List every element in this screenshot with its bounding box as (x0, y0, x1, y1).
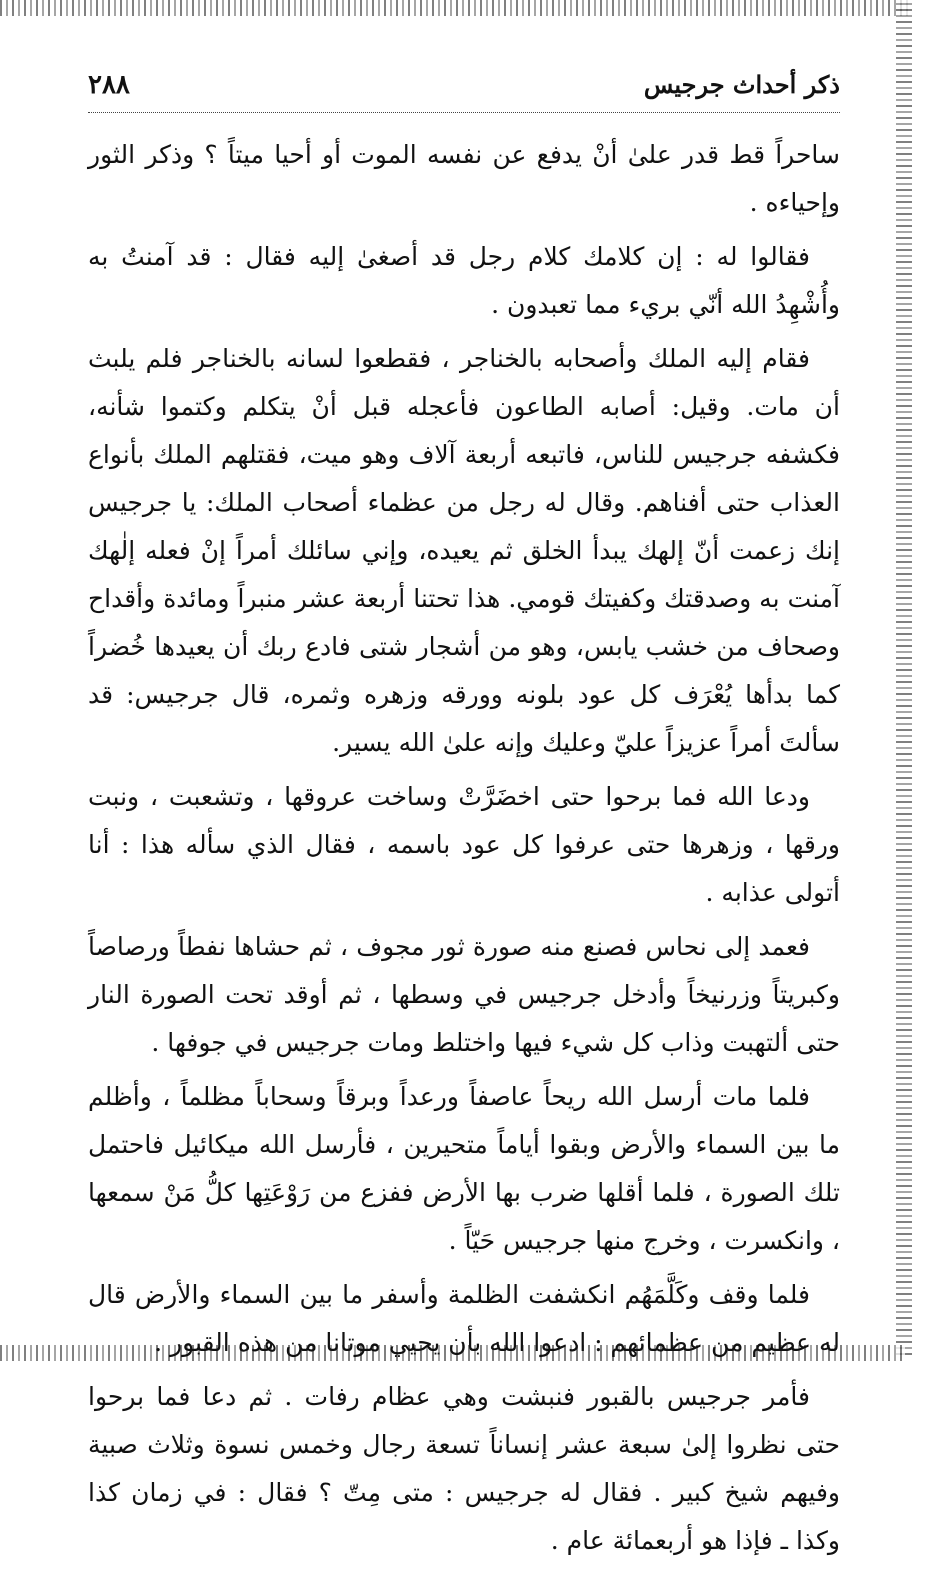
decorative-border-top (0, 0, 910, 16)
paragraph-8: فأمر جرجيس بالقبور فنبشت وهي عظام رفات . ثم دعا فما برحوا حتى نظروا إلىٰ سبعة عشر إنساناً تسعة رجال وخمس نسوة وثلاث صبية وفيهم شيخ كبير . فقال له جرجيس : متى مِتّ ؟ فقال : في زمان كذا وكذا ـ فإذا هو أربعمائة عام . (88, 1382, 840, 1555)
chapter-title: ذكر أحداث جرجيس (643, 70, 840, 99)
paragraph-7: فلما وقف وكَلَّمَهُم انكشفت الظلمة وأسفر ما بين السماء والأرض قال له عظيم من عظمائهم : ادعوا الله بأن يحيي موتانا من هذه القبور . (88, 1280, 840, 1357)
page-header (88, 70, 840, 113)
page-number: ٢٨٨ (88, 70, 130, 100)
paragraph-1: ساحراً قط قدر علىٰ أنْ يدفع عن نفسه الموت أو أحيا ميتاً ؟ وذكر الثور وإحياءه . (88, 140, 840, 217)
paragraph-3: فقام إليه الملك وأصحابه بالخناجر ، فقطعوا لسانه بالخناجر فلم يلبث أن مات. وقيل: أصابه الطاعون فأعجله قبل أنْ يتكلم وكتموا شأنه، فكشفه جرجيس للناس، فاتبعه أربعة آلاف وهو ميت، فقتلهم الملك بأنواع العذاب حتى أفناهم. وقال له رجل من عظماء أصحاب الملك: يا جرجيس إنك زعمت أنّ إلهك يبدأ الخلق ثم يعيده، وإني سائلك أمراً إنْ فعله إلٰهك آمنت به وصدقتك وكفيتك قومي. هذا تحتنا أربعة عشر منبراً ومائدة وأقداح وصحاف من خشب يابس، وهو من أشجار شتى فادع ربك أن يعيدها خُضراً كما بدأها يُعْرَف كل عود بلونه وورقه وزهره وثمره، قال جرجيس: قد سألتَ أمراً عزيزاً عليّ وعليك وإنه علىٰ الله يسير. (88, 344, 840, 757)
paragraph-4: ودعا الله فما برحوا حتى اخضَرَّتْ وساخت عروقها ، وتشعبت ، ونبت ورقها ، وزهرها حتى عرفوا كل عود باسمه ، فقال الذي سأله هذا : أنا أتولى عذابه . (88, 782, 840, 907)
paragraph-6: فلما مات أرسل الله ريحاً عاصفاً ورعداً وبرقاً وسحاباً مظلماً ، وأظلم ما بين السماء والأرض وبقوا أياماً متحيرين ، فأرسل الله ميكائيل فاحتمل تلك الصورة ، فلما أقلها ضرب بها الأرض ففزع من رَوْعَتِها كلُّ مَنْ سمعها ، وانكسرت ، وخرج منها جرجيس حَيّاً . (88, 1082, 840, 1255)
paragraph-5: فعمد إلى نحاس فصنع منه صورة ثور مجوف ، ثم حشاها نفطاً ورصاصاً وكبريتاً وزرنيخاً وأدخل جرجيس في وسطها ، ثم أوقد تحت الصورة النار حتى ألتهبت وذاب كل شيء فيها واختلط ومات جرجيس في جوفها . (88, 932, 840, 1057)
decorative-border-right (896, 0, 912, 1355)
paragraph-2: فقالوا له : إن كلامك كلام رجل قد أصغىٰ إليه فقال : قد آمنتُ به وأُشْهِدُ الله أنّي بريء مما تعبدون . (88, 242, 840, 319)
book-page (88, 70, 840, 1571)
